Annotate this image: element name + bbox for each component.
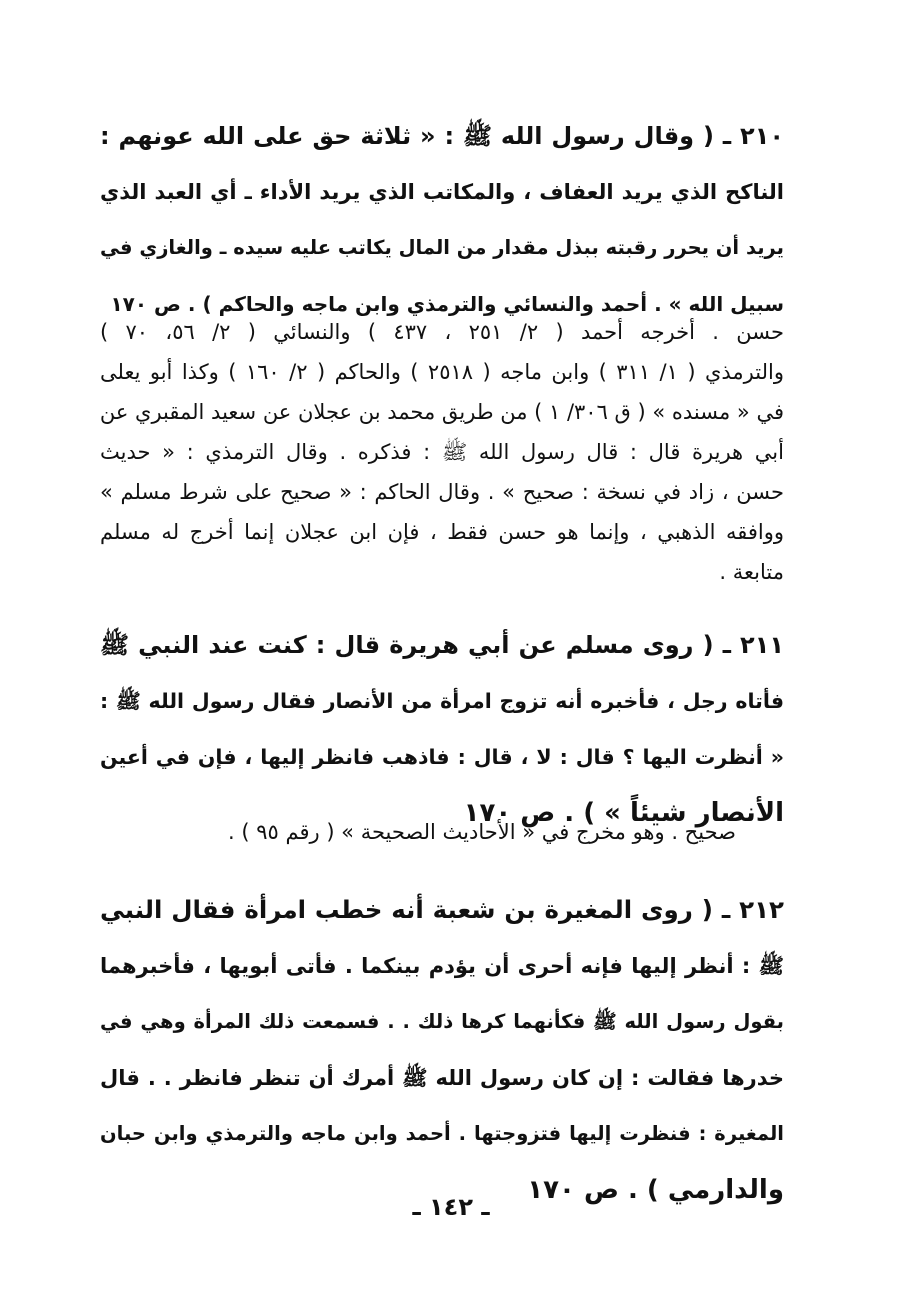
- takhrij-210-line: أبي هريرة قال : قال رسول الله ﷺ : فذكره . وقال الترمذي : « حديث: [100, 440, 784, 464]
- hadith-210-line: ٢١٠ ـ ( وقال رسول الله ﷺ : « ثلاثة حق على الله عونهم :: [100, 122, 784, 150]
- hadith-212-line: بقول رسول الله ﷺ فكأنهما كرها ذلك . . فسمعت ذلك المرأة وهي في: [100, 1010, 784, 1033]
- hadith-211-line: « أنظرت اليها ؟ قال : لا ، قال : فاذهب فانظر إليها ، فإن في أعين: [100, 745, 784, 769]
- hadith-210-line: يريد أن يحرر رقبته ببذل مقدار من المال يكاتب عليه سيده ـ والغازي في: [100, 236, 784, 259]
- takhrij-210-line: حسن ، زاد في نسخة : صحيح » . وقال الحاكم : « صحيح على شرط مسلم »: [100, 480, 784, 504]
- takhrij-210-line: ووافقه الذهبي ، وإنما هو حسن فقط ، فإن ابن عجلان إنما أخرج له مسلم: [100, 520, 784, 544]
- page-number: ـ ١٤٢ ـ: [412, 1193, 490, 1221]
- hadith-211-line: فأتاه رجل ، فأخبره أنه تزوج امرأة من الأنصار فقال رسول الله ﷺ :: [100, 689, 784, 713]
- hadith-210-line: سبيل الله » . أحمد والنسائي والترمذي وابن ماجه والحاكم ) . ص ١٧٠: [110, 292, 784, 316]
- hadith-212-line: والدارمي ) . ص ١٧٠: [527, 1175, 784, 1205]
- hadith-212-line: ٢١٢ ـ ( روى المغيرة بن شعبة أنه خطب امرأة فقال النبي: [100, 895, 784, 924]
- takhrij-210-line: حسن . أخرجه أحمد ( ٢/ ٢٥١ ، ٤٣٧ ) والنسائي ( ٢/ ٥٦، ٧٠ ): [100, 320, 784, 344]
- takhrij-210-line: والترمذي ( ١/ ٣١١ ) وابن ماجه ( ٢٥١٨ ) والحاكم ( ٢/ ١٦٠ ) وكذا أبو يعلى: [100, 360, 784, 384]
- takhrij-211: [180, 812, 784, 852]
- hadith-210: [100, 108, 784, 332]
- takhrij-210: [100, 312, 784, 592]
- hadith-211: [100, 617, 784, 841]
- hadith-210-line: الناكح الذي يريد العفاف ، والمكاتب الذي يريد الأداء ـ أي العبد الذي: [100, 180, 784, 204]
- hadith-212-line: المغيرة : فنظرت إليها فتزوجتها . أحمد وابن ماجه والترمذي وابن حبان: [100, 1122, 784, 1145]
- takhrij-211-line: صحيح . وهو مخرج في « الأحاديث الصحيحة » ( رقم ٩٥ ) .: [228, 820, 736, 844]
- hadith-211-line: الأنصار شيئاً » ) . ص ١٧٠: [463, 798, 784, 828]
- takhrij-210-line: متابعة .: [719, 560, 784, 584]
- hadith-212-line: ﷺ : أنظر إليها فإنه أحرى أن يؤدم بينكما . فأتى أبويها ، فأخبرهما: [100, 954, 784, 978]
- takhrij-210-line: في « مسنده » ( ق ٣٠٦/ ١ ) من طريق محمد بن عجلان عن سعيد المقبري عن: [99, 400, 784, 424]
- hadith-212: [100, 882, 784, 1218]
- hadith-211-line: ٢١١ ـ ( روى مسلم عن أبي هريرة قال : كنت عند النبي ﷺ: [100, 631, 784, 659]
- hadith-212-line: خدرها فقالت : إن كان رسول الله ﷺ أمرك أن تنظر فانظر . . قال: [100, 1066, 784, 1090]
